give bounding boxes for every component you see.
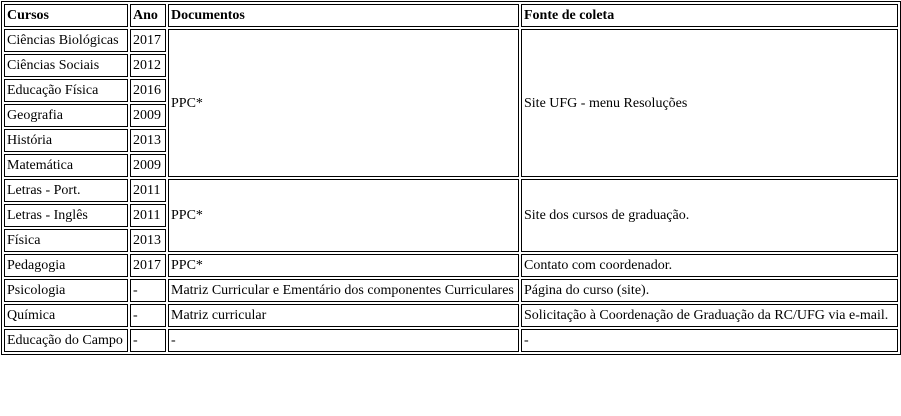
table-row bbox=[4, 254, 898, 277]
cell-curso: Psicologia bbox=[4, 279, 128, 302]
cell-ano: 2009 bbox=[130, 104, 166, 127]
cell-fonte: Site UFG - menu Resoluções bbox=[521, 29, 898, 177]
cell-ano: 2013 bbox=[130, 129, 166, 152]
cell-ano: 2011 bbox=[130, 179, 166, 202]
cell-fonte: Contato com coordenador. bbox=[521, 254, 898, 277]
cell-curso: Educação Física bbox=[4, 79, 128, 102]
cell-curso: Letras - Inglês bbox=[4, 204, 128, 227]
cell-fonte: Solicitação à Coordenação de Graduação da RC/UFG via e-mail. bbox=[521, 304, 898, 327]
header-ano: Ano bbox=[130, 4, 166, 27]
table-row bbox=[4, 179, 898, 202]
cell-documentos: - bbox=[168, 329, 519, 352]
cell-fonte: - bbox=[521, 329, 898, 352]
cell-curso: Educação do Campo bbox=[4, 329, 128, 352]
table-row bbox=[4, 329, 898, 352]
cell-documentos: Matriz Curricular e Ementário dos componentes Curriculares bbox=[168, 279, 519, 302]
cell-curso: Ciências Biológicas bbox=[4, 29, 128, 52]
cell-ano: - bbox=[130, 279, 166, 302]
cell-documentos: PPC* bbox=[168, 254, 519, 277]
cell-curso: Letras - Port. bbox=[4, 179, 128, 202]
table-row bbox=[4, 304, 898, 327]
cell-curso: Pedagogia bbox=[4, 254, 128, 277]
cell-ano: 2013 bbox=[130, 229, 166, 252]
table-body bbox=[4, 29, 898, 352]
cell-fonte: Site dos cursos de graduação. bbox=[521, 179, 898, 252]
cell-ano: 2017 bbox=[130, 254, 166, 277]
cell-ano: 2011 bbox=[130, 204, 166, 227]
table-header-row bbox=[4, 4, 898, 27]
cell-curso: Geografia bbox=[4, 104, 128, 127]
courses-documents-table bbox=[1, 1, 901, 355]
cell-ano: 2012 bbox=[130, 54, 166, 77]
cell-ano: - bbox=[130, 329, 166, 352]
table-row bbox=[4, 29, 898, 52]
cell-documentos: Matriz curricular bbox=[168, 304, 519, 327]
cell-ano: 2016 bbox=[130, 79, 166, 102]
table-row bbox=[4, 279, 898, 302]
cell-curso: Física bbox=[4, 229, 128, 252]
cell-curso: Ciências Sociais bbox=[4, 54, 128, 77]
header-cursos: Cursos bbox=[4, 4, 128, 27]
cell-documentos: PPC* bbox=[168, 29, 519, 177]
cell-ano: - bbox=[130, 304, 166, 327]
cell-curso: Matemática bbox=[4, 154, 128, 177]
header-fonte: Fonte de coleta bbox=[521, 4, 898, 27]
cell-documentos: PPC* bbox=[168, 179, 519, 252]
cell-curso: História bbox=[4, 129, 128, 152]
cell-ano: 2009 bbox=[130, 154, 166, 177]
header-documentos: Documentos bbox=[168, 4, 519, 27]
cell-fonte: Página do curso (site). bbox=[521, 279, 898, 302]
cell-ano: 2017 bbox=[130, 29, 166, 52]
cell-curso: Química bbox=[4, 304, 128, 327]
